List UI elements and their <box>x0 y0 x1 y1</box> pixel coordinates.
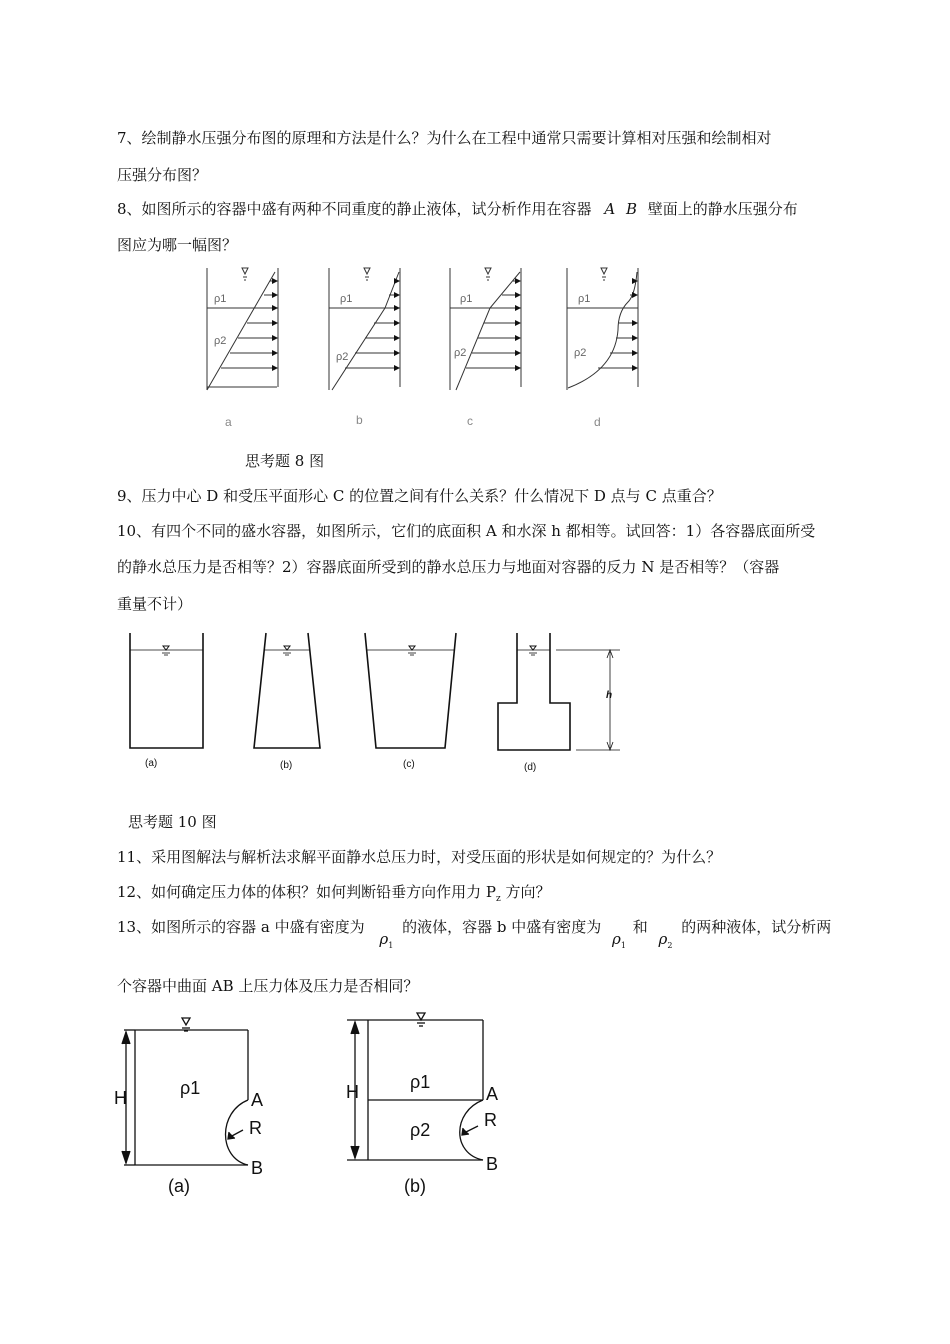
q10-line2: 的静水总压力是否相等？2）容器底面所受到的静水总压力与地面对容器的反力 N 是否相等？（容器 <box>117 558 780 576</box>
q8-line1 <box>117 199 798 219</box>
fig8-caption: 思考题 8 图 <box>245 452 325 470</box>
fig8-d-rho2: ρ2 <box>574 347 587 359</box>
fig13-b-R: R <box>484 1110 497 1130</box>
fig13-b-A: A <box>486 1084 499 1104</box>
q13-part1: 13、如图所示的容器 a 中盛有密度为 <box>117 918 365 936</box>
q7-line2: 压强分布图？ <box>117 166 208 184</box>
fig13-a-B: B <box>251 1158 264 1178</box>
q8-line1-post: 壁面上的静水压强分布 <box>647 200 798 218</box>
fig8-panel-d <box>567 268 638 390</box>
fig10-label-a: (a) <box>145 758 158 769</box>
fig13-b-rho2: ρ2 <box>410 1120 431 1140</box>
fig8-panel-c <box>450 268 521 390</box>
q13-line2: 个容器中曲面 AB 上压力体及压力是否相同？ <box>117 977 419 995</box>
fig8-panel-a <box>207 268 278 390</box>
q13-rho1-b: $\rho_1$ <box>611 930 626 950</box>
fig10-h-label: h <box>606 690 613 701</box>
q13-part3: 和 <box>632 918 648 936</box>
fig13-a-H: H <box>114 1088 127 1108</box>
fig10-container-d <box>498 633 570 750</box>
fig13-b-B: B <box>486 1154 499 1174</box>
q9-line1: 9、压力中心 D 和受压平面形心 C 的位置之间有什么关系？什么情况下 D 点与 C 点重合？ <box>117 487 722 505</box>
q8-line1-pre: 8、如图所示的容器中盛有两种不同重度的静止液体，试分析作用在容器 <box>117 200 592 218</box>
q13-part4: 的两种液体，试分析两 <box>681 918 832 936</box>
q8-label-B: B <box>625 200 637 218</box>
q8-line2: 图应为哪一幅图？ <box>117 236 238 254</box>
fig8-c-rho1: ρ1 <box>460 293 473 305</box>
fig8-a-rho1: ρ1 <box>214 293 227 305</box>
fig13-a-A: A <box>251 1090 264 1110</box>
fig8-d-rho1: ρ1 <box>578 293 591 305</box>
figure-10 <box>120 628 630 778</box>
q12-line1 <box>117 882 550 909</box>
fig8-label-c: c <box>467 414 473 428</box>
fig13-label-a: (a) <box>168 1176 190 1196</box>
fig13-a-R: R <box>249 1118 262 1138</box>
q13-rho1-a: $\rho_1$ <box>379 930 394 950</box>
fig13-b-rho1: ρ1 <box>410 1072 431 1092</box>
q10-line1: 10、有四个不同的盛水容器，如图所示，它们的底面积 A 和水深 h 都相等。试回答：1）各容器底面所受 <box>117 522 816 540</box>
fig10-label-c: (c) <box>403 759 415 770</box>
fig8-panel-b <box>329 268 400 390</box>
fig10-label-d: (d) <box>524 762 537 773</box>
fig8-label-d: d <box>594 415 601 429</box>
fig8-a-rho2: ρ2 <box>214 335 227 347</box>
q7-line1: 7、绘制静水压强分布图的原理和方法是什么？为什么在工程中通常只需要计算相对压强和绘制相对 <box>117 129 772 147</box>
q13-rho2: $\rho_2$ <box>658 930 673 950</box>
figure-13 <box>110 1010 510 1200</box>
q11-line1: 11、采用图解法与解析法求解平面静水总压力时，对受压面的形状是如何规定的？为什么？ <box>117 848 722 866</box>
q13-part2: 的液体，容器 b 中盛有密度为 <box>402 918 602 936</box>
q10-line3: 重量不计） <box>117 595 193 613</box>
fig8-b-rho2: ρ2 <box>336 351 349 363</box>
fig10-label-b: (b) <box>280 760 293 771</box>
fig13-label-b: (b) <box>404 1176 426 1196</box>
q12-text-post: 方向？ <box>500 883 551 901</box>
fig8-c-rho2: ρ2 <box>454 347 467 359</box>
q12-subscript: z <box>495 894 501 904</box>
fig8-label-b: b <box>356 413 363 427</box>
figure-8 <box>190 260 660 440</box>
q12-text-pre: 12、如何确定压力体的体积？如何判断铅垂方向作用力 P <box>117 883 496 901</box>
fig8-b-rho1: ρ1 <box>340 293 353 305</box>
q13-line1 <box>117 917 832 950</box>
fig10-caption: 思考题 10 图 <box>128 813 217 831</box>
fig13-b-H: H <box>346 1082 359 1102</box>
fig8-label-a: a <box>225 415 232 429</box>
fig13-a-rho1: ρ1 <box>180 1078 201 1098</box>
q8-label-A: A <box>604 200 616 218</box>
